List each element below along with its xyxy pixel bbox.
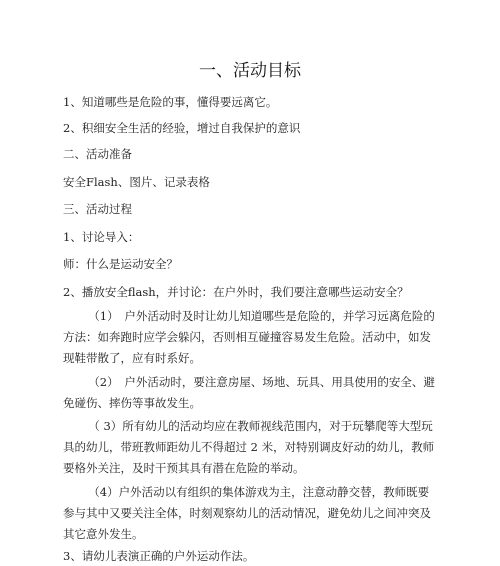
goal-item-2: 2、积细安全生活的经验，增过自我保护的意识	[63, 121, 301, 135]
teacher-question: 师：什么是运动安全？	[63, 257, 178, 271]
safety-point-1: （1） 户外活动时及时让幼儿知道哪些是危险的，并学习远离危险的方法：如奔跑时应学会躲闪，否则相互碰撞容易发生危险。活动中，如发现鞋带散了，应有时系好。	[63, 309, 435, 365]
process-step-3: 3、请幼儿表演正确的户外运动作法。	[63, 549, 255, 563]
safety-point-4: （4）户外活动以有组织的集体游戏为主，注意动静交替，教师既要参与其中又要关注全体，时刻观察幼儿的活动情况，避免幼儿之间冲突及其它意外发生。	[63, 485, 431, 541]
materials-list: 安全Flash、图片、记录表格	[63, 175, 210, 189]
document-title: 一、活动目标	[199, 61, 301, 81]
section-heading-preparation: 二、活动准备	[63, 147, 132, 161]
process-step-1: 1、讨论导入：	[63, 230, 140, 244]
goal-item-1: 1、知道哪些是危险的事，懂得要远离它。	[63, 95, 278, 109]
safety-point-3: （ 3）所有幼儿的活动均应在教师视线范围内，对于玩攀爬等大型玩具的幼儿，带班教师距幼儿不得超过 2 米，对特别调皮好动的幼儿，教师要格外关注，及时干预其具有潜在危险的举动。	[63, 419, 435, 475]
section-heading-process: 三、活动过程	[63, 202, 132, 216]
safety-point-2: （2） 户外活动时，要注意房屋、场地、玩具、用具使用的安全、避免碰伤、摔伤等事故发生。	[63, 375, 435, 410]
process-step-2: 2、播放安全flash，并讨论：在户外时，我们要注意哪些运动安全？	[63, 285, 409, 299]
